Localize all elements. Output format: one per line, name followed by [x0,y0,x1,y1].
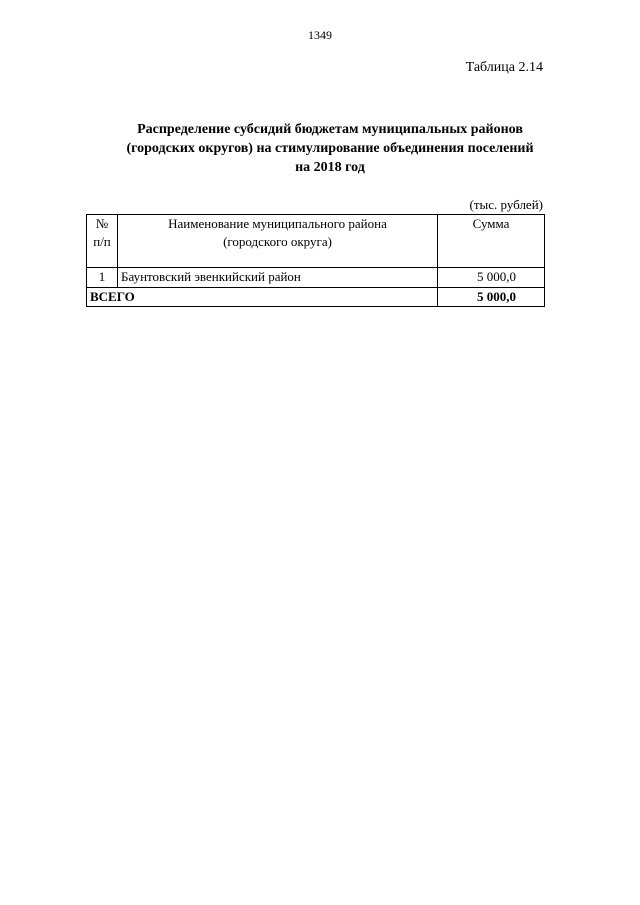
header-name-line: Наименование муниципального района [168,216,387,231]
header-name-line: (городского округа) [223,234,332,249]
header-name [118,215,438,268]
document-title-line: на 2018 год [295,160,365,175]
total-sum: 5 000,0 [438,288,545,307]
header-sum: Сумма [438,215,545,268]
document-title [60,120,600,177]
row-sum: 5 000,0 [438,268,545,288]
table-row [87,268,545,288]
subsidy-table [86,214,545,307]
units-label: (тыс. рублей) [469,197,543,212]
header-num: № п/п [87,215,118,268]
table-caption: Таблица 2.14 [465,60,543,75]
document-title-line: Распределение субсидий бюджетам муниципальных районов [137,122,523,137]
document-title-line: (городских округов) на стимулирование объединения поселений [126,141,534,156]
page-number: 1349 [308,28,332,42]
total-label: ВСЕГО [87,288,438,307]
table-header-row [87,215,545,268]
table-total-row [87,288,545,307]
row-num: 1 [87,268,118,288]
row-name: Баунтовский эвенкийский район [118,268,438,288]
